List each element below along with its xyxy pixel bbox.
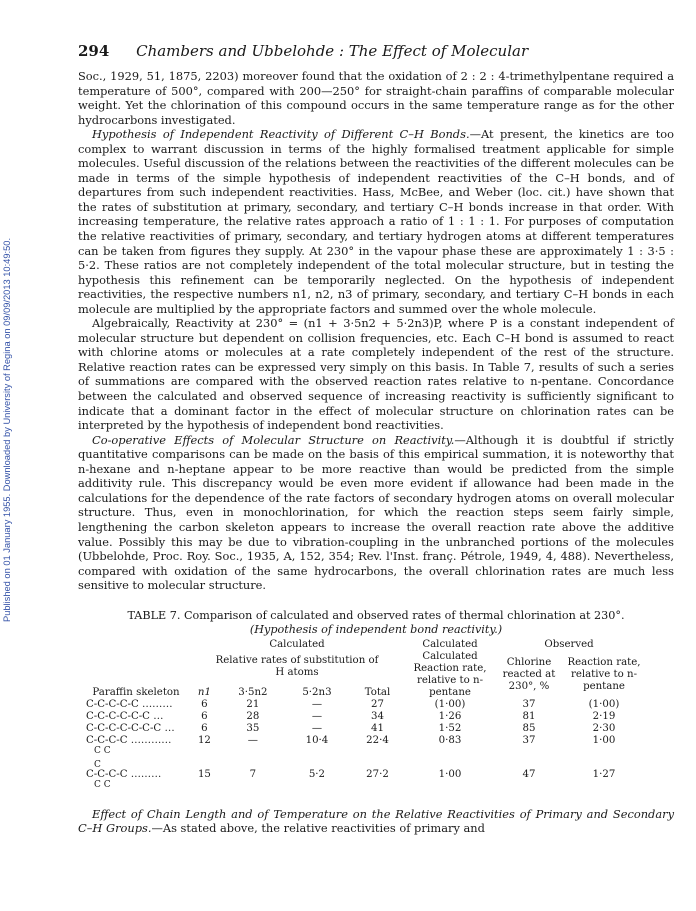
col-calc-rate: Calculated Reaction rate, relative to n-pentane	[413, 650, 487, 698]
paper-page	[78, 42, 674, 836]
table-row: C-C-C-C-C-C … 6 28 — 34 1·26 81 2·19	[86, 710, 616, 722]
section-heading-hypothesis: Hypothesis of Independent Reactivity of Different C–H Bonds.	[92, 127, 470, 142]
download-watermark: Published on 01 January 1955. Downloaded by University of Regina on 09/09/2013 10:49:50.	[2, 237, 12, 623]
col-n3: 5·2n3	[302, 686, 332, 698]
paragraph-3: Algebraically, Reactivity at 230° = (n1 + 3·5n2 + 5·2n3)P, where P is a constant independent of molecular structure but dependent on collision frequencies, etc. Each C–H bond is assumed to react with chlorine atoms or molecules at a rate completely independent of the rest of the structure. Relative reaction rates can be expressed very simply on this basis. In Table 7, results of such a series of summations are compared with the observed reaction rates relative to n-pentane. Concordance between the calculated and observed sequence of increasing reactivity is sufficiently significant to indicate that a dominant factor in the effect of molecular structure on chlorination rates can be interpreted by the hypothesis of independent bond reactivities.	[78, 316, 674, 433]
table-row: C-C-C-C-C ……… 6 21 — 27 (1·00) 37 (1·00)	[86, 698, 620, 710]
page-header	[78, 42, 674, 60]
section-heading-chain-length: Effect of Chain Length and of Temperature on the Relative Reactivities of Primary and Secondary C–H Groups.	[78, 806, 674, 836]
table-row: C-C-C-C-C-C-C … 6 35 — 41 1·52 85 2·30	[86, 722, 616, 734]
col-paraffin: Paraffin skeleton	[92, 686, 180, 698]
paragraph-5-text: —As stated above, the relative reactivities of primary and	[151, 821, 485, 836]
paragraph-2-text: —At present, the kinetics are too complex to warrant discussion in terms of the highly formalised treatment applicable for simple molecules. Useful discussion of the relations between the reactivities of the different molecules can be made in terms of the simple hypothesis of independent reactivities of the C–H bonds, and of departures from such independent reactivities. Hass, McBee, and Weber (loc. cit.) have shown that the rates of substitution at primary, secondary, and tertiary C–H bonds increase in that order. With increasing temperature, the relative rates approach a ratio of 1 : 1 : 1. For purposes of computation the relative reactivities of primary, secondary, and tertiary hydrogen atoms at different temperatures can be taken from figures they supply. At 230° in the vapour phase these are approximately 1 : 3·5 : 5·2. These ratios are not completely independent of the total molecular structure, but in testing the hypothesis this refinement can be temporarily neglected. On the hypothesis of independent reactivities, the respective numbers n1, n2, n3 of primary, secondary, and tertiary C–H bonds in each molecule are multiplied by the appropriate factors and summed over the whole molecule.	[78, 127, 675, 316]
paragraph-2	[78, 127, 674, 316]
group-observed: Observed	[544, 638, 594, 650]
paragraph-4	[78, 433, 674, 593]
table-caption	[78, 609, 674, 637]
section-heading-cooperative: Co-operative Effects of Molecular Structure on Reactivity.	[92, 432, 455, 447]
table-row: C C-C-C-C ……… C C 15 7 5·2 27·2 1·00 47 1·27	[86, 759, 616, 790]
col-n1: n1	[197, 686, 211, 698]
paragraph-1: Soc., 1929, 51, 1875, 2203) moreover found that the oxidation of 2 : 2 : 4-trimethylpentane required a temperature of 500°, compared with 200—250° for straight-chain paraffins of comparable molecular weight. Yet the chlorination of this compound occurs in the same temperature range as for the other hydrocarbons investigated.	[78, 69, 674, 127]
col-total: Total	[364, 686, 391, 698]
table-7	[84, 639, 644, 789]
table-subtitle: (Hypothesis of independent bond reactivity.)	[249, 622, 503, 636]
page-number: 294	[78, 42, 110, 60]
table-row: C-C-C-C ………… C C 12 — 10·4 22·4 0·83 37 1·00	[86, 734, 616, 756]
table-title: TABLE 7. Comparison of calculated and observed rates of thermal chlorination at 230°.	[127, 608, 625, 622]
group-relative: Relative rates of substitution of H atoms	[215, 654, 379, 678]
paragraph-5	[78, 807, 674, 836]
running-title: Chambers and Ubbelohde : The Effect of Molecular	[136, 42, 529, 60]
following-section	[78, 807, 674, 836]
col-chlorine: Chlorine reacted at 230°, %	[502, 656, 556, 692]
group-calculated-2: Calculated	[422, 638, 478, 650]
body-text	[78, 69, 674, 593]
col-obs-rate: Reaction rate, relative to n-pentane	[567, 656, 641, 692]
col-n2: 3·5n2	[238, 686, 268, 698]
group-calculated: Calculated	[269, 638, 325, 650]
paragraph-4-text: —Although it is doubtful if strictly quantitative comparisons can be made on the basis of this empirical summation, it is noteworthy that n-hexane and n-heptane appear to be more reactive than would be predicted from the simple additivity rule. This discrepancy would be even more evident if allowance had been made in the calculations for the dependence of the rate factors of secondary hydrogen atoms on overall molecular structure. Thus, even in monochlorination, for which the reaction steps seem fairly simple, lengthening the carbon skeleton appears to increase the overall reaction rate above the additive value. Possibly this may be due to vibration-coupling in the unbranched portions of the molecules (Ubbelohde, Proc. Roy. Soc., 1935, A, 152, 354; Rev. l'Inst. franç. Pétrole, 1949, 4, 488). Nevertheless, compared with oxidation of the same hydrocarbons, the overall chlorination rates are much less sensitive to molecular structure.	[78, 432, 674, 593]
